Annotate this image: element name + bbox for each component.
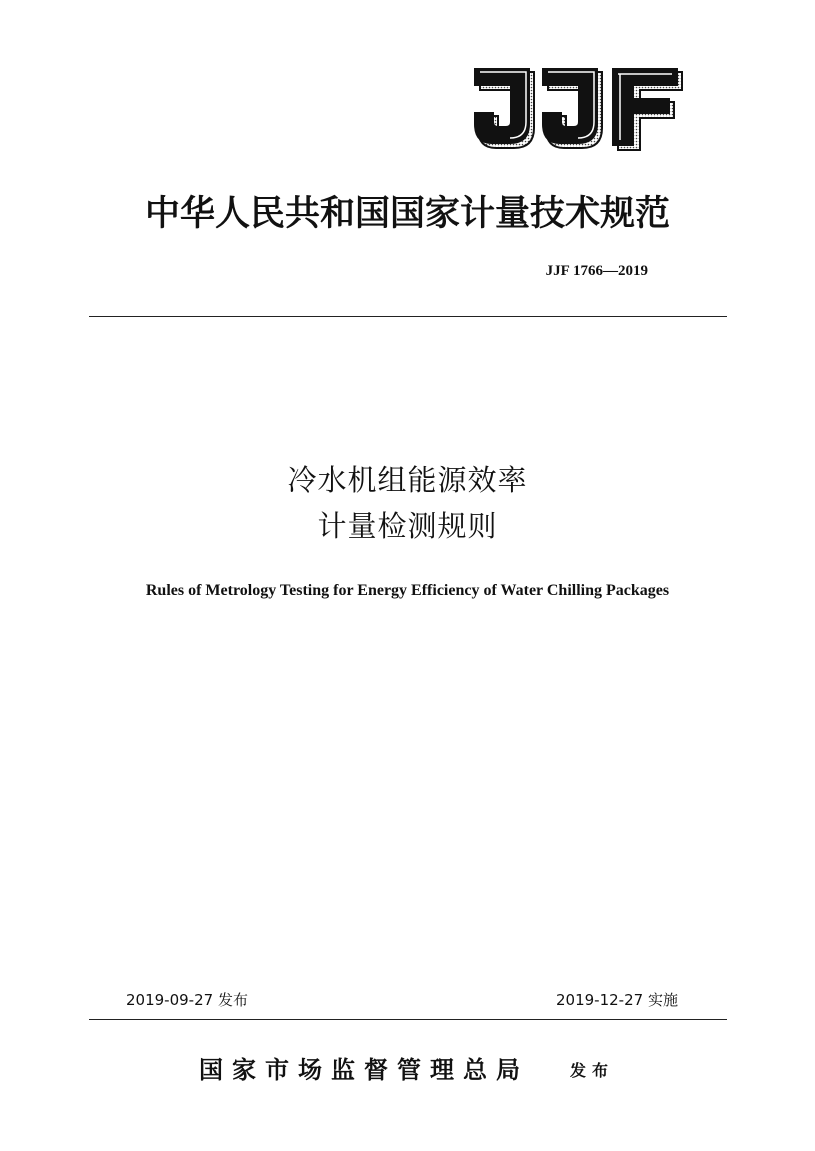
document-title-cn-line1: 冷水机组能源效率 [287,463,528,497]
logo-letter-j1 [474,68,534,148]
standard-number: JJF 1766—2019 [545,263,648,279]
standard-category-title: 中华人民共和国国家计量技术规范 [144,193,670,234]
logo-letter-j2 [542,68,602,148]
issue-date: 2019-09-27 发布 [126,991,248,1009]
implementation-date: 2019-12-27 实施 [556,991,678,1009]
jjf-logo [470,68,684,154]
issuing-authority: 国家市场监督管理总局 [199,1055,529,1084]
document-title-cn-line2: 计量检测规则 [317,509,498,543]
logo-letter-f [612,68,682,150]
document-title-en: Rules of Metrology Testing for Energy Efficiency of Water Chilling Packages [145,582,670,599]
top-divider [89,316,727,317]
bottom-divider [89,1019,727,1020]
issuing-authority-suffix: 发布 [570,1061,615,1080]
